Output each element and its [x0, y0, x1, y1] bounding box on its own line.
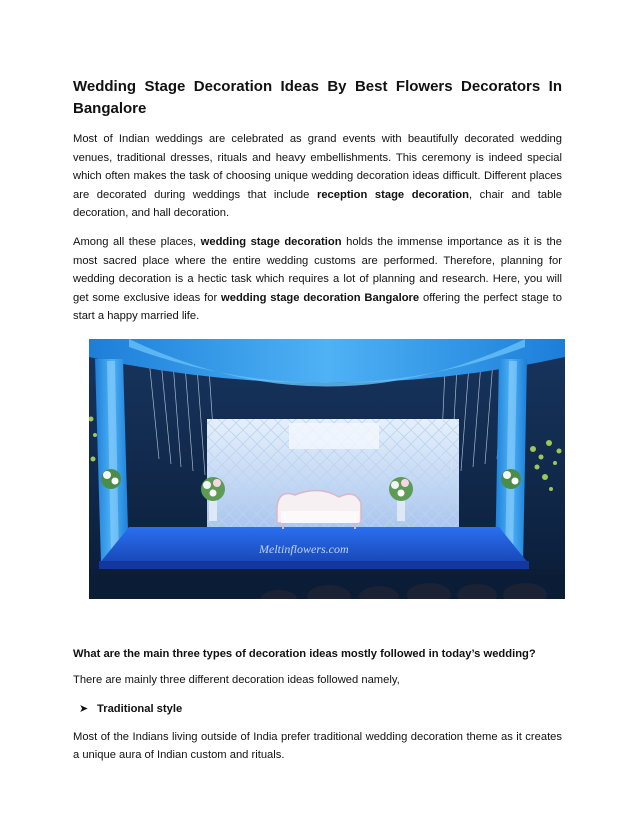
bold-phrase: wedding stage decoration Bangalore: [221, 291, 420, 304]
section-question: What are the main three types of decoration ideas mostly followed in today’s wedding?: [73, 647, 536, 660]
text-run: Among all these places,: [73, 235, 201, 248]
document-title: Wedding Stage Decoration Ideas By Best Flowers Decorators In Bangalore: [73, 78, 562, 117]
couple-sofa: [277, 490, 361, 529]
bold-phrase: reception stage decoration: [316, 188, 469, 201]
bullet-item: [73, 700, 562, 719]
paragraph-types-intro: There are mainly three different decoration ideas followed namely,: [73, 673, 400, 686]
stage-illustration: [89, 339, 565, 599]
text-run: offering the perfect stage to start a happy married life.: [73, 291, 562, 323]
paragraph-traditional: Most of the Indians living outside of India prefer traditional wedding decoration theme as it creates a unique aura of Indian custom and rituals.: [73, 730, 562, 762]
photo-watermark: Meltinflowers.com: [259, 541, 349, 556]
text-run: holds the immense importance as it is the most sacred place where the entire wedding customs are performed. Therefore, planning for wedding decoration is a hectic task which requires a lot of planning and research. Here, you will get some exclusive ideas for: [73, 235, 563, 304]
paragraph-stage: [73, 233, 562, 326]
arrow-bullet-icon: ➤: [79, 703, 89, 716]
document-content: [73, 76, 562, 765]
text-run: , chair and table decoration, and hall decoration.: [73, 188, 562, 220]
pillar-flower-right: [501, 469, 521, 489]
text-run: Most of Indian weddings are celebrated as grand events with beautifully decorated wedding venues, traditional dresses, rituals and heavy embellishments. This ceremony is indeed special which often makes the task of choosing unique wedding decoration ideas difficult. Different places are decorated during weddings that include: [73, 133, 562, 201]
stage-decoration-photo: [89, 339, 565, 599]
bullet-label: Traditional style: [97, 703, 183, 716]
paragraph-intro: [73, 130, 562, 223]
pillar-flower-left: [101, 469, 121, 489]
bold-phrase: wedding stage decoration: [200, 235, 342, 248]
